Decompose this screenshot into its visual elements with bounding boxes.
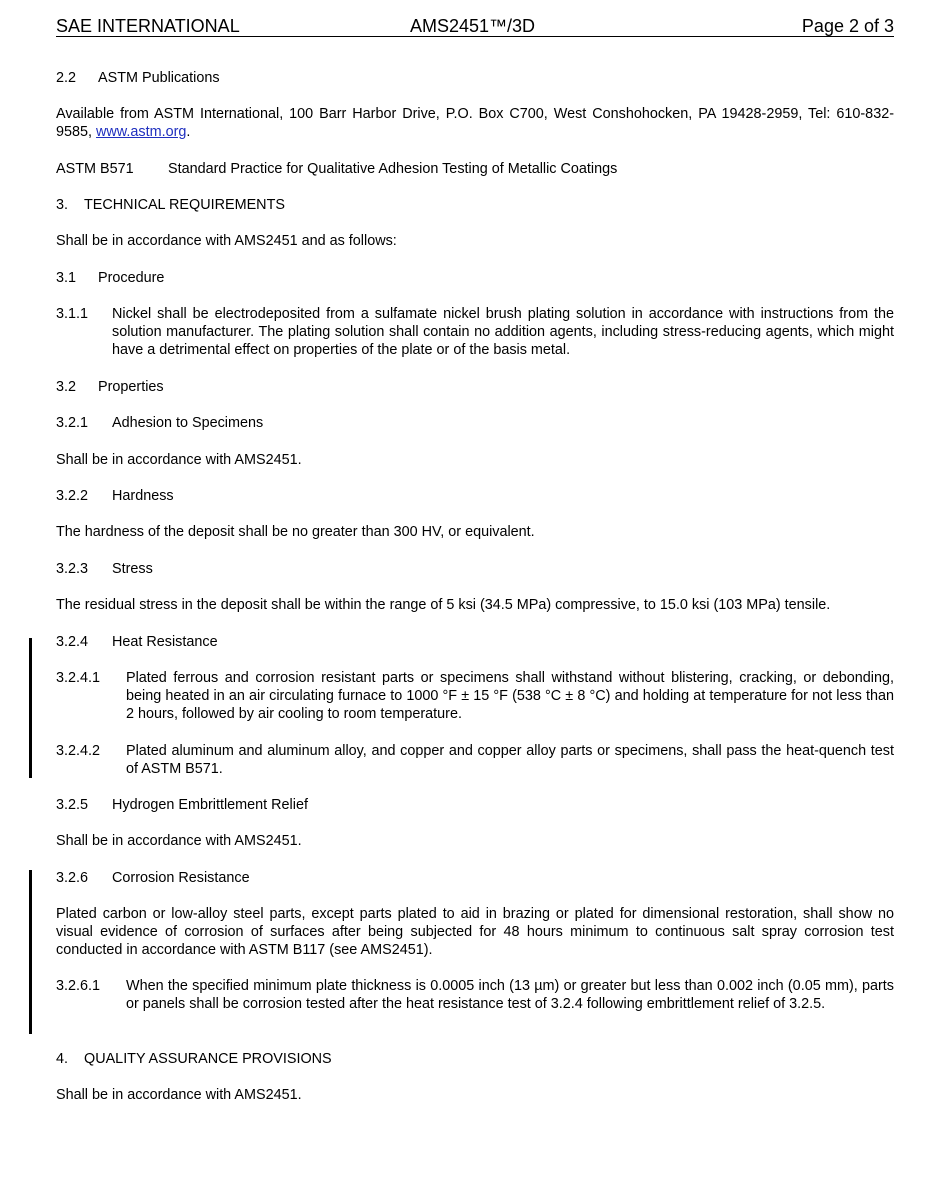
section-title: Stress: [112, 561, 153, 577]
section-number: 3.1.1: [56, 306, 89, 322]
section-title: Hardness: [112, 488, 174, 504]
numbered-paragraph: [56, 305, 894, 359]
section-number: 2.2: [56, 70, 77, 86]
paragraph: Plated carbon or low-alloy steel parts, except parts plated to aid in brazing or plated for dimensional restoration, shall show no visual evidence of corrosion of surfaces after being subjected for 48 hours minimum to continuous salt spray corrosion test conducted in accordance with ASTM B117 (see AMS2451).: [56, 906, 894, 958]
section-number: 3.2: [56, 379, 77, 395]
paragraph-text: Nickel shall be electrodeposited from a sulfamate nickel brush plating solution in accordance with instructions from the solution manufacturer. The plating solution shall contain no addition agents, including stress-reducing agents, which might have a detrimental effect on properties of the plate or of the basis metal.: [112, 306, 894, 358]
section-title: Heat Resistance: [112, 634, 218, 650]
section-title: Adhesion to Specimens: [112, 415, 264, 431]
change-bar: [29, 638, 32, 778]
section-number: 3.2.4.2: [56, 743, 101, 759]
section-title: TECHNICAL REQUIREMENTS: [84, 197, 285, 213]
section-number: 3.2.4.1: [56, 670, 101, 686]
section-title: Procedure: [98, 270, 165, 286]
section-number: 3.2.6.1: [56, 978, 101, 994]
section-number: 3.2.3: [56, 561, 89, 577]
paragraph: Shall be in accordance with AMS2451.: [56, 833, 302, 849]
section-title: Properties: [98, 379, 164, 395]
header-doc-id: AMS2451™/3D: [410, 16, 536, 36]
section-title: QUALITY ASSURANCE PROVISIONS: [84, 1051, 332, 1067]
section-number: 3.2.2: [56, 488, 89, 504]
change-bar: [29, 870, 32, 1034]
section-number: 3.2.1: [56, 415, 89, 431]
numbered-paragraph: [56, 977, 894, 1031]
section-number: 3.2.4: [56, 634, 89, 650]
paragraph-text: Plated aluminum and aluminum alloy, and copper and copper alloy parts or specimens, shall pass the heat-quench test of ASTM B571.: [126, 743, 894, 777]
paragraph-text: Plated ferrous and corrosion resistant parts or specimens shall withstand without blistering, cracking, or debonding, being heated in an air circulating furnace to 1000 °F ± 15 °F (538 °C ± 8 °C) and holding at temperature for not less than 2 hours, followed by air cooling to room temperature.: [126, 670, 894, 722]
section-number: 3.2.5: [56, 797, 89, 813]
reference-code: ASTM B571: [56, 161, 134, 177]
paragraph: [56, 105, 894, 141]
reference-title: Standard Practice for Qualitative Adhesion Testing of Metallic Coatings: [168, 161, 618, 177]
paragraph: The hardness of the deposit shall be no greater than 300 HV, or equivalent.: [56, 524, 535, 540]
paragraph: The residual stress in the deposit shall be within the range of 5 ksi (34.5 MPa) compressive, to 15.0 ksi (103 MPa) tensile.: [56, 597, 831, 613]
numbered-paragraph: [56, 742, 894, 778]
section-title: Hydrogen Embrittlement Relief: [112, 797, 308, 813]
paragraph: Shall be in accordance with AMS2451.: [56, 452, 302, 468]
page-header: [56, 16, 894, 37]
section-title: Corrosion Resistance: [112, 870, 250, 886]
punctuation: .: [186, 124, 191, 140]
section-number: 3.: [56, 197, 69, 213]
paragraph: Shall be in accordance with AMS2451.: [56, 1087, 302, 1103]
section-number: 3.2.6: [56, 870, 89, 886]
paragraph-text: When the specified minimum plate thickness is 0.0005 inch (13 µm) or greater but less than 0.002 inch (0.05 mm), parts or panels shall be corrosion tested after the heat resistance test of 3.2.4 following embrittlement relief of 3.2.5.: [126, 978, 894, 1012]
header-page-number: Page 2 of 3: [801, 16, 894, 36]
header-org: SAE INTERNATIONAL: [56, 16, 240, 36]
availability-text: Available from ASTM International, 100 Barr Harbor Drive, P.O. Box C700, West Conshohocken, PA 19428-2959, Tel: 610-832-9585,: [56, 106, 894, 140]
paragraph: Shall be in accordance with AMS2451 and as follows:: [56, 233, 397, 249]
section-number: 3.1: [56, 270, 77, 286]
section-number: 4.: [56, 1051, 69, 1067]
numbered-paragraph: [56, 669, 894, 723]
section-title: ASTM Publications: [98, 70, 220, 86]
astm-link[interactable]: www.astm.org: [96, 124, 187, 140]
